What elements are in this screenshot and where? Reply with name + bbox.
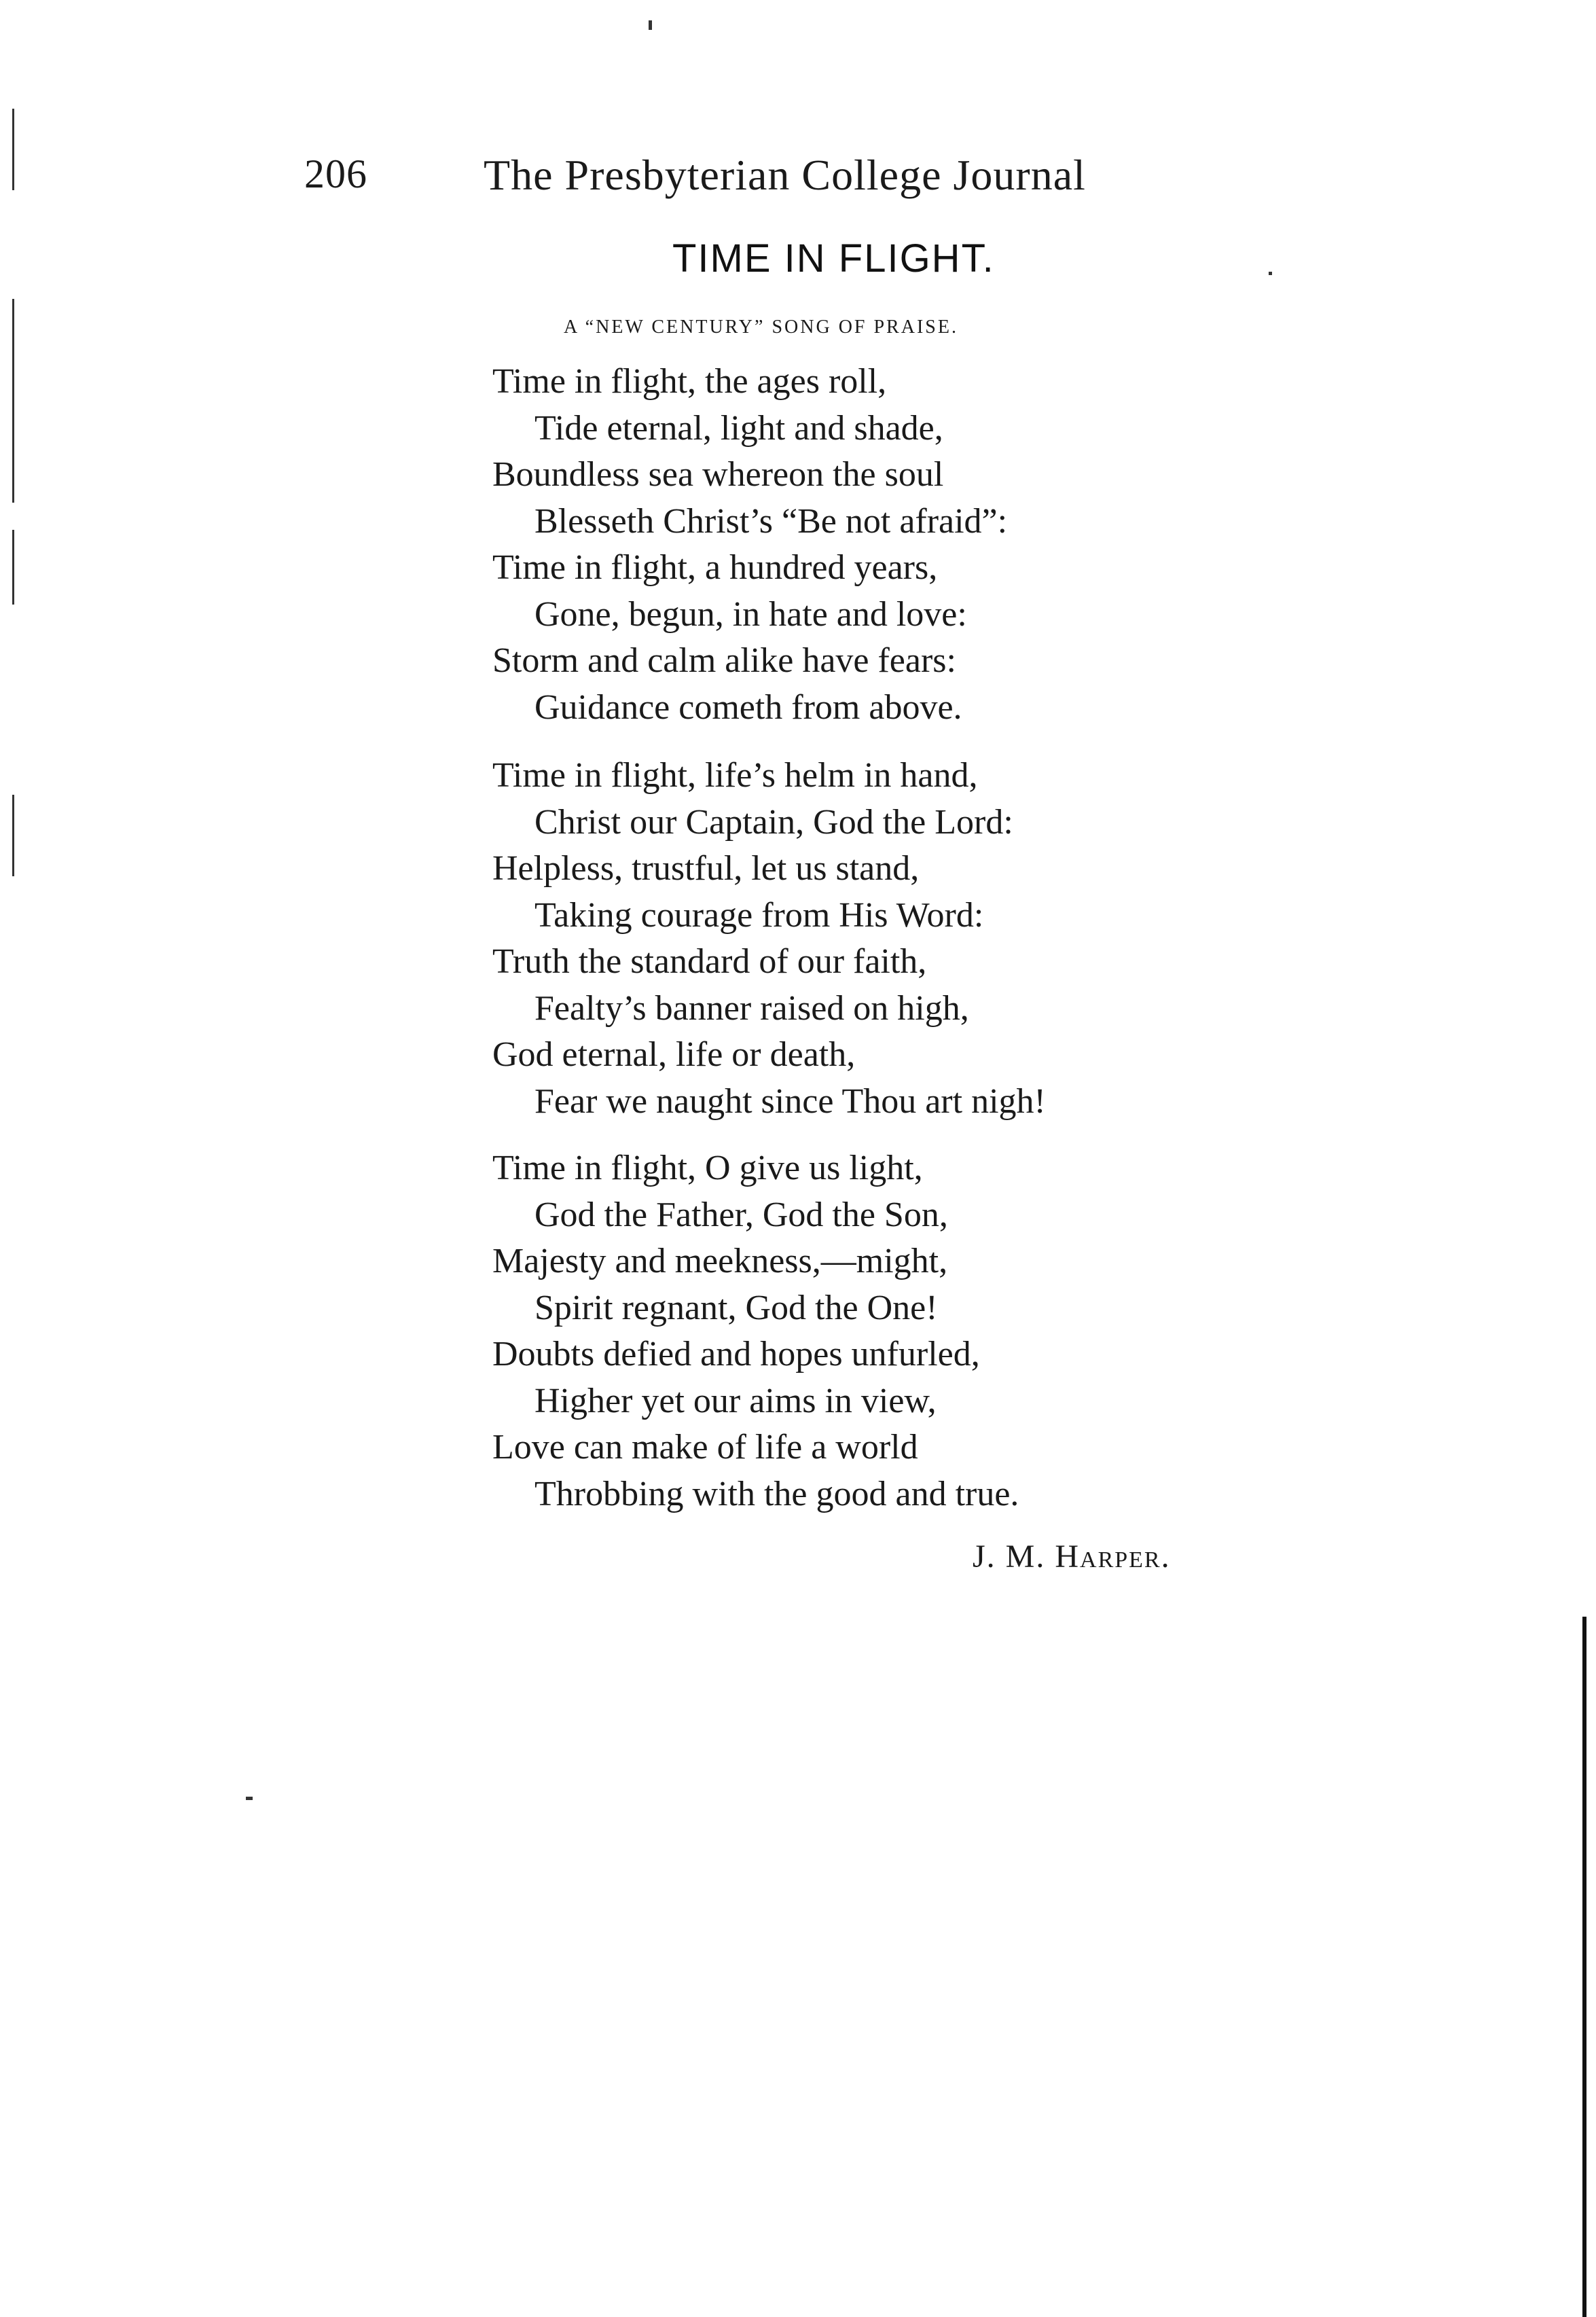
poem-line: Blesseth Christ’s “Be not afraid”: (534, 501, 1008, 541)
poem-line: Gone, begun, in hate and love: (534, 594, 967, 634)
stanza-2 (492, 753, 1239, 1125)
stanza-3 (492, 1145, 1239, 1517)
scan-speck (12, 299, 14, 503)
page-edge (1582, 1617, 1586, 2317)
poem-line: Fealty’s banner raised on high, (534, 988, 969, 1028)
poem-line: Spirit regnant, God the One! (534, 1288, 938, 1327)
poem-line: God eternal, life or death, (492, 1035, 856, 1074)
poem-line: Doubts defied and hopes unfurled, (492, 1335, 980, 1373)
poem-line: Time in flight, O give us light, (492, 1149, 923, 1187)
author-signature: J. M. Harper. (973, 1539, 1171, 1575)
poem-line: Time in flight, the ages roll, (492, 362, 887, 401)
poem-line: Truth the standard of our faith, (492, 942, 927, 981)
poem-line: God the Father, God the Son, (534, 1195, 948, 1234)
scan-speck (12, 530, 14, 605)
poem-line: Boundless sea whereon the soul (492, 455, 944, 494)
scan-speck (246, 1797, 253, 1800)
poem-line: Majesty and meekness,—might, (492, 1242, 948, 1280)
poem-line: Higher yet our aims in view, (534, 1381, 937, 1420)
poem-line: Christ our Captain, God the Lord: (534, 802, 1013, 842)
scan-speck (649, 20, 652, 30)
poem-line: Fear we naught since Thou art nigh! (534, 1081, 1046, 1121)
scan-speck (12, 109, 14, 190)
poem-line: Throbbing with the good and true. (534, 1474, 1019, 1513)
poem-line: Taking courage from His Word: (534, 895, 984, 935)
scan-speck (12, 795, 14, 876)
page-number: 206 (304, 151, 367, 196)
poem-line: Storm and calm alike have fears: (492, 641, 956, 680)
poem-line: Guidance cometh from above. (534, 687, 962, 727)
poem-subtitle: A “NEW CENTURY” SONG OF PRAISE. (564, 317, 958, 338)
running-head: The Presbyterian College Journal (484, 151, 1086, 199)
poem-line: Helpless, trustful, let us stand, (492, 849, 920, 888)
poem-line: Time in flight, life’s helm in hand, (492, 756, 978, 795)
poem-title: TIME IN FLIGHT. (672, 236, 995, 281)
poem-line: Tide eternal, light and shade, (534, 408, 943, 448)
scan-speck (1269, 272, 1272, 275)
poem-line: Time in flight, a hundred years, (492, 548, 938, 587)
poem-line: Love can make of life a world (492, 1428, 918, 1467)
stanza-1 (492, 359, 1239, 731)
